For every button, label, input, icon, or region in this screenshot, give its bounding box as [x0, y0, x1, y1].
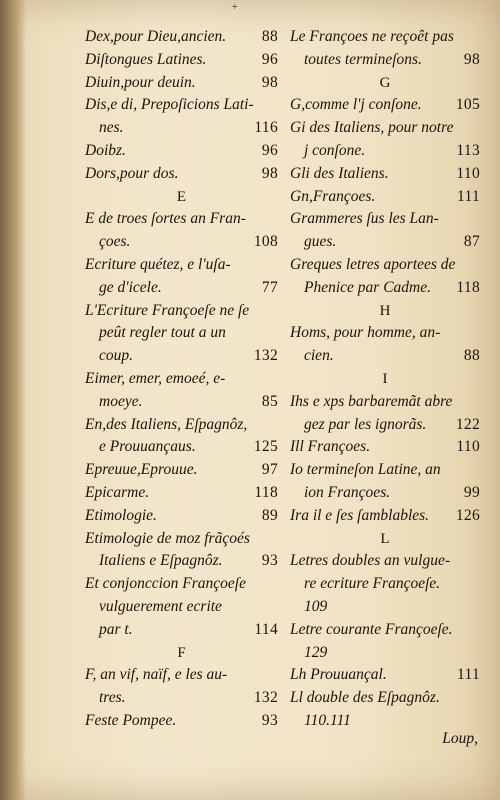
- index-entry: [85, 254, 278, 300]
- entry-text: Diſtongues Latines.: [85, 50, 207, 68]
- entry-text: Ecriture quétez, e l'uſa-: [85, 255, 231, 273]
- index-entry: [85, 528, 278, 574]
- index-entry: [290, 436, 480, 459]
- page-number: 98: [261, 164, 278, 182]
- index-entry: [85, 505, 278, 528]
- entry-text: Greques letres aportees de: [290, 255, 456, 273]
- page-number: 89: [261, 506, 278, 524]
- section-letter: I: [382, 370, 388, 387]
- entry-text: Etimologie.: [85, 506, 157, 524]
- entry-text: F, an vif, naïf, e les au-: [85, 666, 228, 684]
- index-entry: [85, 163, 278, 186]
- page-number: 108: [253, 233, 278, 251]
- section-letter: H: [379, 302, 391, 319]
- index-entry: [85, 573, 278, 619]
- index-column-right: [290, 26, 480, 733]
- entry-continuation: [85, 277, 278, 300]
- index-entry: [85, 619, 278, 642]
- index-entry: [290, 505, 480, 528]
- page-number: 110: [456, 438, 480, 456]
- index-column-left: [85, 26, 278, 733]
- entry-text: Ill Françoes.: [290, 438, 371, 456]
- section-letter: E: [176, 188, 187, 205]
- entry-text: E de troes ſortes an Fran-: [85, 210, 246, 228]
- entry-continuation: [85, 231, 278, 254]
- entry-text: Homs, pour homme, an-: [290, 324, 441, 342]
- entry-continuation: [290, 414, 480, 437]
- page-number: 111: [457, 187, 480, 205]
- binding-gutter: [0, 0, 26, 800]
- entry-continuation: [85, 619, 278, 642]
- entry-text: Gi des Italiens, pour notre: [290, 119, 454, 137]
- page-number: 88: [261, 28, 278, 45]
- index-entry: [85, 300, 278, 346]
- index-entry: [85, 26, 278, 49]
- entry-continuation: [85, 436, 278, 459]
- index-entry: [290, 208, 480, 254]
- index-entry: [85, 49, 278, 72]
- continuation-text: çoes.: [99, 233, 131, 251]
- page-number: 113: [456, 141, 480, 159]
- page-number: 98: [261, 73, 278, 91]
- continuation-text: j conſone.: [304, 141, 366, 159]
- page-number: 122: [455, 415, 480, 433]
- index-entry: [290, 322, 480, 368]
- page-number: 88: [463, 347, 480, 365]
- entry-continuation: [85, 687, 278, 710]
- index-entry: [290, 687, 480, 733]
- page-number: 77: [261, 278, 278, 296]
- index-entry: [290, 596, 480, 619]
- continuation-text: nes.: [99, 119, 124, 137]
- entry-text: Gli des Italiens.: [290, 164, 389, 182]
- index-entry: [85, 414, 278, 460]
- index-entry: [85, 140, 278, 163]
- entry-text: Dex,pour Dieu,ancien.: [85, 28, 227, 45]
- index-entry: [290, 664, 480, 687]
- page-number: 116: [254, 119, 278, 137]
- page-number: 110: [456, 164, 480, 182]
- entry-continuation: [290, 231, 480, 254]
- continuation-text: peût regler tout a un: [99, 324, 226, 342]
- entry-text: Gn,Françoes.: [290, 187, 376, 205]
- entry-continuation: [85, 117, 278, 140]
- entry-text: Dis,e di, Prepoſicions Lati-: [85, 96, 254, 114]
- page-number: 98: [463, 50, 480, 68]
- index-entry: [85, 459, 278, 482]
- continuation-text: re ecriture Françoeſe.: [304, 575, 441, 593]
- page-number: 96: [261, 50, 278, 68]
- entry-continuation: [85, 550, 278, 573]
- continuation-text: Phenice par Cadme.: [304, 278, 431, 296]
- entry-continuation: [290, 277, 480, 300]
- index-entry: [85, 710, 278, 733]
- entry-continuation: [290, 140, 480, 163]
- index-entry: [290, 26, 480, 72]
- entry-continuation: [85, 596, 278, 619]
- entry-continuation: [85, 391, 278, 414]
- continuation-text: par t.: [99, 620, 133, 638]
- index-entry: [290, 391, 480, 437]
- page-number: 118: [254, 483, 278, 501]
- index-entry: [290, 94, 480, 117]
- continuation-text: 110.111: [304, 711, 351, 729]
- catchword: Loup,: [442, 730, 478, 747]
- page-number: 111: [457, 666, 480, 684]
- index-entry: [290, 117, 480, 163]
- entry-text: Doibz.: [85, 141, 126, 159]
- entry-text: Epreuue,Eprouue.: [85, 461, 198, 479]
- continuation-text: 109: [304, 597, 328, 615]
- entry-text: Letres doubles an vulgue-: [290, 552, 450, 570]
- entry-text: Letre courante Françoeſe.: [290, 620, 453, 638]
- entry-text: Grammeres ſus les Lan-: [290, 210, 439, 228]
- entry-continuation: [85, 345, 278, 368]
- continuation-text: moeye.: [99, 392, 143, 410]
- index-entry: [290, 186, 480, 209]
- entry-text: Feste Pompee.: [85, 711, 177, 729]
- page-number: 114: [254, 620, 278, 638]
- entry-continuation: [290, 345, 480, 368]
- entry-text: Etimologie de moz frãçoés: [85, 529, 250, 547]
- page-number: 97: [261, 461, 278, 479]
- continuation-text: toutes termineſons.: [304, 50, 422, 68]
- index-entry: [290, 619, 480, 665]
- index-entry: [85, 94, 278, 140]
- page-number: 105: [455, 96, 480, 114]
- page-number: 93: [261, 552, 278, 570]
- page-number: 118: [456, 278, 480, 296]
- page-number: 93: [261, 711, 278, 729]
- index-entry: [290, 550, 480, 596]
- continuation-text: gues.: [304, 233, 337, 251]
- continuation-text: 129: [304, 643, 328, 661]
- entry-text: Diuin,pour deuin.: [85, 73, 196, 91]
- index-entry: [85, 482, 278, 505]
- page-number: 126: [455, 506, 480, 524]
- entry-text: Epicarme.: [85, 483, 150, 501]
- entry-continuation: [290, 642, 480, 665]
- page-number: 85: [261, 392, 278, 410]
- entry-continuation: [290, 49, 480, 72]
- entry-text: Io termineſon Latine, an: [290, 461, 441, 479]
- entry-continuation: [290, 573, 480, 596]
- entry-continuation: [290, 596, 480, 619]
- entry-text: En,des Italiens, Eſpagnôz,: [85, 415, 248, 433]
- index-entry: [290, 459, 480, 505]
- continuation-text: vulguerement ecrite: [99, 597, 222, 615]
- section-letter: G: [379, 74, 391, 91]
- entry-text: G,comme l'j conſone.: [290, 96, 422, 114]
- section-letter: F: [177, 644, 186, 661]
- entry-text: Lh Prouuançal.: [290, 666, 387, 684]
- section-letter: L: [380, 530, 390, 547]
- page-number: 96: [261, 141, 278, 159]
- entry-text: Dors,pour dos.: [85, 164, 179, 182]
- continuation-text: tres.: [99, 689, 126, 707]
- page-number: 87: [463, 233, 480, 251]
- entry-text: Ihs e xps barbaremãt abre: [290, 392, 453, 410]
- index-entry: [85, 345, 278, 368]
- entry-text: Le Françoes ne reçoêt pas: [290, 28, 454, 45]
- continuation-text: cien.: [304, 347, 334, 365]
- entry-text: Et conjonccion Françoeſe: [85, 575, 246, 593]
- entry-continuation: [85, 322, 278, 345]
- page-number: 99: [463, 483, 480, 501]
- index-entry: [85, 664, 278, 710]
- page-mark: +: [232, 2, 238, 13]
- entry-text: Ira il e ſes ſamblables.: [290, 506, 430, 524]
- continuation-text: ion Françoes.: [304, 483, 391, 501]
- index-entry: [290, 163, 480, 186]
- index-entry: [85, 208, 278, 254]
- index-entry: [290, 254, 480, 300]
- continuation-text: ge d'icele.: [99, 278, 162, 296]
- entry-continuation: [290, 482, 480, 505]
- page-number: 132: [253, 347, 278, 365]
- continuation-text: gez par les ignorãs.: [304, 415, 427, 433]
- page-number: 132: [253, 689, 278, 707]
- continuation-text: coup.: [99, 347, 134, 365]
- entry-text: Ll double des Eſpagnôz.: [290, 689, 440, 707]
- page-number: 125: [253, 438, 278, 456]
- index-entry: [85, 72, 278, 95]
- index-entry: [85, 368, 278, 414]
- entry-text: L'Ecriture Françoeſe ne ſe: [85, 301, 250, 319]
- entry-text: Eimer, emer, emoeé, e-: [85, 369, 226, 387]
- continuation-text: Italiens e Eſpagnôz.: [99, 552, 223, 570]
- continuation-text: e Prouuançaus.: [99, 438, 196, 456]
